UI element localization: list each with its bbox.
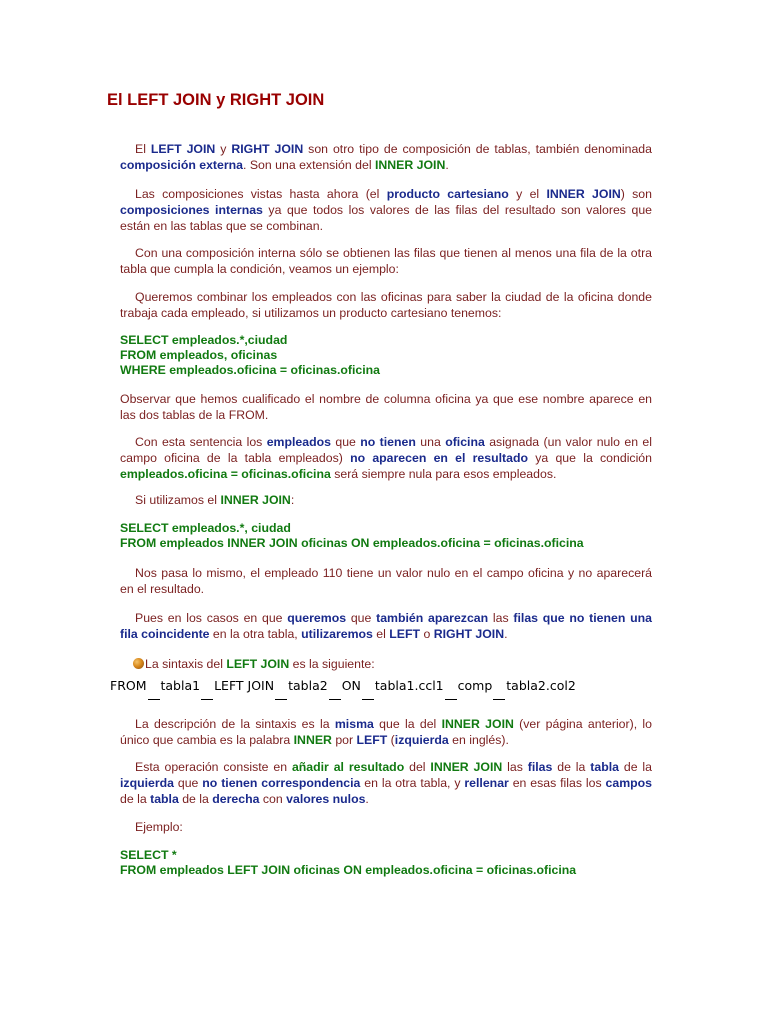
code-block-cartesian <box>120 333 680 378</box>
syntax-term: comp <box>457 678 493 693</box>
highlight-term: filas <box>527 760 553 774</box>
text: : <box>290 493 295 507</box>
paragraph-syntax-description <box>120 716 652 748</box>
paragraph-operation <box>120 759 652 807</box>
text: una <box>415 435 446 449</box>
text: será siempre nula para esos empleados. <box>330 467 557 481</box>
code-line: WHERE empleados.oficina = oficinas.oficina <box>120 363 380 377</box>
code-line: SELECT * <box>120 848 177 862</box>
text: Esta operación consiste en <box>135 760 292 774</box>
text: es la siguiente: <box>289 657 375 671</box>
syntax-keyword: ON <box>341 678 361 693</box>
code-term: añadir al resultado <box>291 760 405 774</box>
paragraph-example-intro: Con una composición interna sólo se obtienen las filas que tienen al menos una fila de la otra tabla que cumpla la condición, veamos un ejemplo: <box>120 246 652 276</box>
text: por <box>331 733 357 747</box>
code-term: INNER JOIN <box>220 493 291 507</box>
highlight-term: oficina <box>445 435 485 449</box>
code-term: LEFT JOIN <box>226 657 290 671</box>
text: que la del <box>373 717 442 731</box>
text: . Son una extensión del <box>243 158 375 172</box>
highlight-term: tabla <box>150 792 179 806</box>
code-term: INNER JOIN <box>441 717 514 731</box>
highlight-term: empleados <box>266 435 331 449</box>
highlight-term: izquierda <box>120 776 174 790</box>
text: del <box>404 760 431 774</box>
syntax-term: tabla1.ccl1 <box>374 678 444 693</box>
highlight-term: RIGHT JOIN <box>231 142 304 156</box>
paragraph-qualified-column: Observar que hemos cualificado el nombre de columna oficina ya que ese nombre aparece en las dos tablas de la FROM. <box>120 392 652 422</box>
text: . <box>365 792 369 806</box>
text: las <box>502 760 528 774</box>
highlight-term: filas que no tienen una fila coincidente <box>120 611 652 641</box>
paragraph-cartesian: Queremos combinar los empleados con las oficinas para saber la ciudad de la oficina donde trabaja cada empleado, si utilizamos un producto cartesiano tenemos: <box>120 290 652 320</box>
syntax-term: tabla2.col2 <box>506 678 576 693</box>
paragraph-intro <box>120 141 652 173</box>
text: y el <box>508 187 547 201</box>
page-title: El LEFT JOIN y RIGHT JOIN <box>107 91 325 109</box>
text: que <box>173 776 203 790</box>
text: en la otra tabla, y <box>360 776 465 790</box>
highlight-term: utilizaremos <box>301 627 373 641</box>
highlight-term: izquierda <box>394 733 449 747</box>
highlight-term: producto cartesiano <box>386 187 509 201</box>
highlight-term: queremos <box>287 611 347 625</box>
code-term: empleados.oficina = oficinas.oficina <box>120 467 331 481</box>
text: que <box>346 611 377 625</box>
code-term: INNER JOIN <box>374 158 446 172</box>
text: que <box>330 435 361 449</box>
text: o <box>420 627 434 641</box>
syntax-diagram <box>110 678 576 696</box>
highlight-term: derecha <box>212 792 260 806</box>
text: con <box>259 792 287 806</box>
highlight-term: LEFT <box>389 627 421 641</box>
code-line: SELECT empleados.*,ciudad <box>120 333 288 347</box>
highlight-term: también aparezcan <box>376 611 489 625</box>
text: en esas filas los <box>508 776 606 790</box>
text: ya que la condición <box>528 451 652 465</box>
highlight-term: tabla <box>590 760 619 774</box>
highlight-term: composiciones internas <box>120 203 263 217</box>
paragraph-inner-join <box>120 492 652 508</box>
text: de la <box>552 760 591 774</box>
text: el <box>372 627 390 641</box>
text: ) son <box>620 187 652 201</box>
highlight-term: RIGHT JOIN <box>433 627 505 641</box>
paragraph-left-right-join <box>120 610 652 642</box>
highlight-term: campos <box>605 776 652 790</box>
bullet-icon <box>133 658 144 669</box>
paragraph-internal-joins <box>120 186 652 234</box>
highlight-term: valores nulos <box>286 792 366 806</box>
syntax-term: tabla2 <box>288 678 328 693</box>
text: El <box>135 142 151 156</box>
highlight-term: misma <box>334 717 374 731</box>
text: las <box>488 611 514 625</box>
highlight-term: LEFT <box>356 733 388 747</box>
highlight-term: no aparecen en el resultado <box>350 451 528 465</box>
highlight-term: INNER JOIN <box>546 187 621 201</box>
code-line: SELECT empleados.*, ciudad <box>120 521 291 535</box>
paragraph-same-result: Nos pasa lo mismo, el empleado 110 tiene un valor nulo en el campo oficina y no aparecerá en el resultado. <box>120 566 652 596</box>
code-term: INNER <box>293 733 332 747</box>
text: . <box>504 627 508 641</box>
highlight-term: LEFT JOIN <box>150 142 216 156</box>
paragraph-example-label: Ejemplo: <box>135 820 183 834</box>
text: ( <box>387 733 395 747</box>
text: de la <box>618 760 652 774</box>
text: (ver página anterior), lo único que cambia es la palabra <box>120 717 652 747</box>
highlight-term: no tienen correspondencia <box>202 776 361 790</box>
highlight-term: composición externa <box>120 158 244 172</box>
code-line: FROM empleados LEFT JOIN oficinas ON empleados.oficina = oficinas.oficina <box>120 863 577 877</box>
syntax-keyword: FROM <box>110 678 147 693</box>
syntax-keyword: LEFT JOIN <box>214 678 275 693</box>
text: en inglés). <box>448 733 509 747</box>
text: La descripción de la sintaxis es la <box>135 717 335 731</box>
syntax-term: tabla1 <box>160 678 201 693</box>
text: ya que todos los valores de las filas del resultado son valores que están en las tablas que se combinan. <box>120 203 652 233</box>
text: Con esta sentencia los <box>135 435 267 449</box>
text: Pues en los casos en que <box>135 611 288 625</box>
text: asignada (un valor nulo en el campo oficina de la tabla empleados) <box>120 435 652 465</box>
text: y <box>215 142 232 156</box>
code-line: FROM empleados INNER JOIN oficinas ON empleados.oficina = oficinas.oficina <box>120 536 584 550</box>
code-block-inner-join <box>120 521 680 551</box>
highlight-term: rellenar <box>464 776 509 790</box>
text: de la <box>120 792 151 806</box>
paragraph-null-office <box>120 434 652 482</box>
code-term: INNER JOIN <box>430 760 503 774</box>
text: . <box>445 158 449 172</box>
text: de la <box>178 792 213 806</box>
text: La sintaxis del <box>145 657 227 671</box>
code-block-left-join <box>120 848 680 878</box>
paragraph-syntax-heading <box>133 656 653 672</box>
highlight-term: no tienen <box>360 435 416 449</box>
text: Las composiciones vistas hasta ahora (el <box>135 187 387 201</box>
text: Si utilizamos el <box>135 493 221 507</box>
text: son otro tipo de composición de tablas, también denominada <box>303 142 652 156</box>
code-line: FROM empleados, oficinas <box>120 348 278 362</box>
text: en la otra tabla, <box>209 627 302 641</box>
